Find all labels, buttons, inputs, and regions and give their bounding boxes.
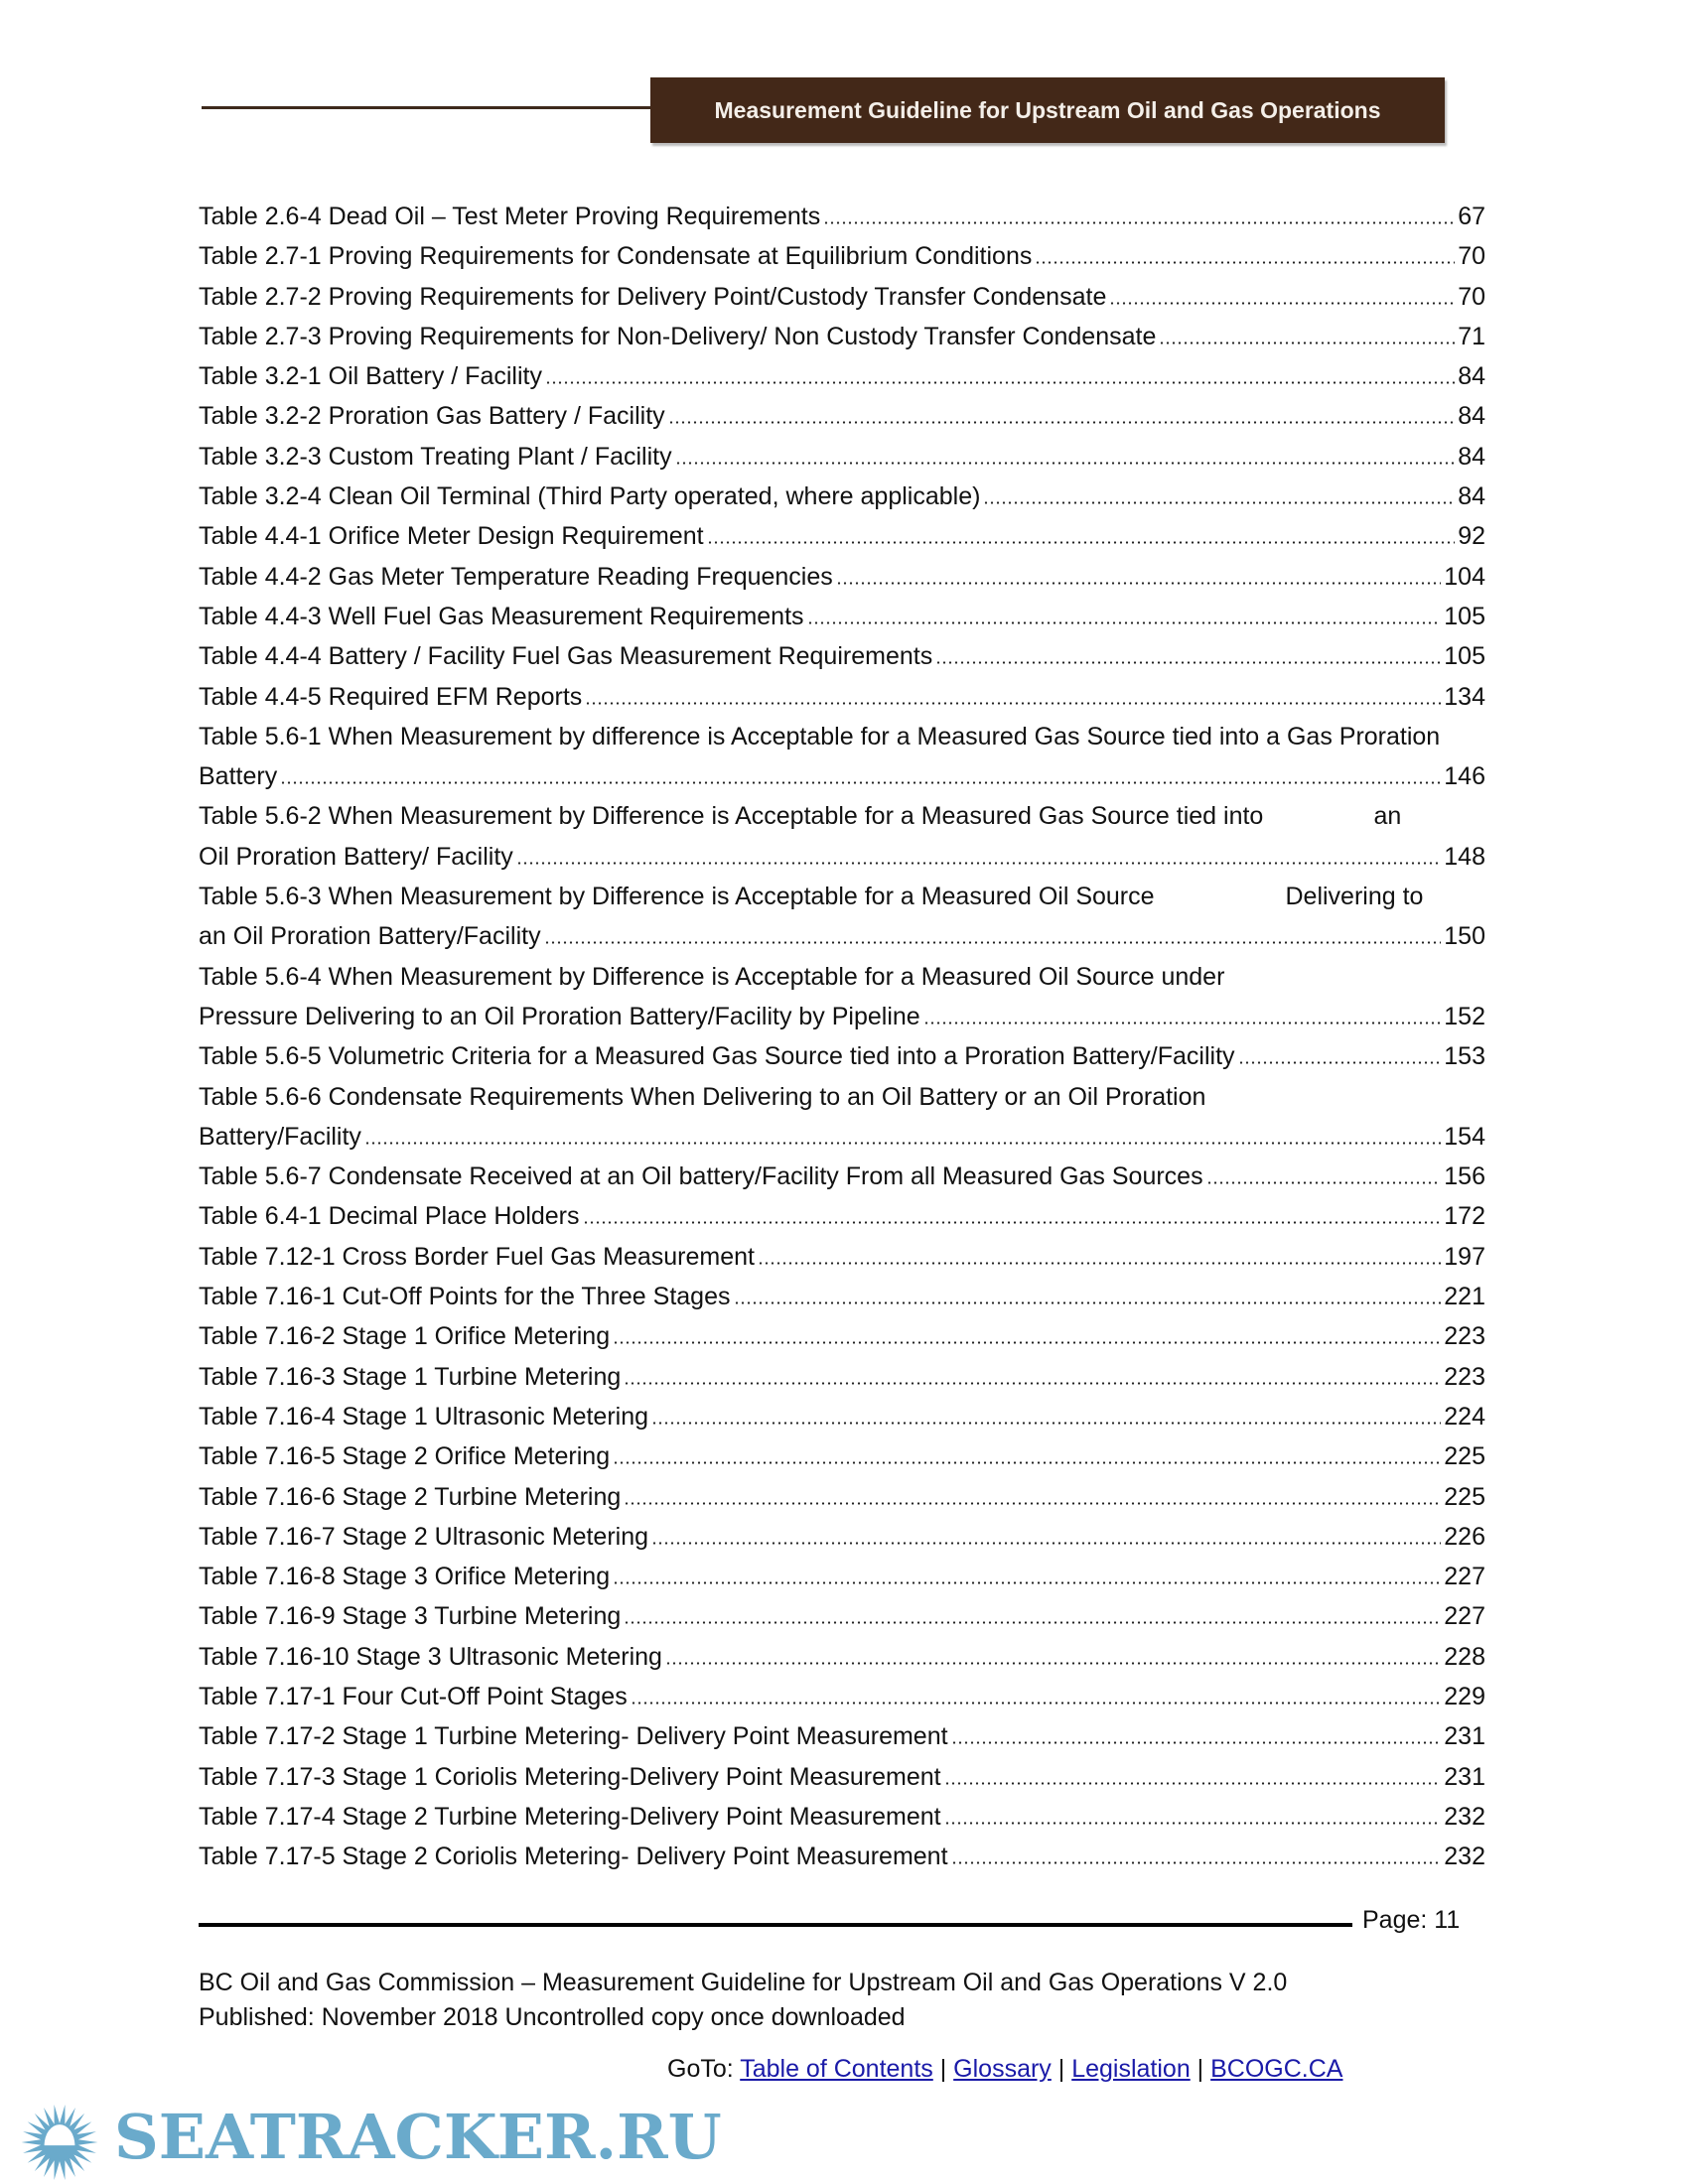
leader-dots [1109,302,1455,305]
toc-entry-title: Table 5.6-7 Condensate Received at an Oil battery/Facility From all Measured Gas Sources [199,1162,1203,1191]
toc-entry[interactable] [199,1277,1485,1316]
toc-entry[interactable] [199,1716,1485,1756]
toc-entry[interactable] [199,1477,1485,1517]
toc-entry-page: 71 [1458,322,1485,350]
watermark-sun-icon [20,2103,99,2182]
toc-entry-page: 154 [1444,1122,1485,1151]
toc-entry-page: 197 [1444,1242,1485,1271]
toc-entry[interactable] [199,1316,1485,1356]
toc-entry-title: Table 7.12-1 Cross Border Fuel Gas Measurement [199,1242,755,1271]
toc-entry-title: Table 2.6-4 Dead Oil – Test Meter Proving Requirements [199,203,821,230]
toc-entry[interactable] [199,1637,1485,1677]
toc-entry-page: 84 [1458,442,1485,471]
toc-entry-title: Table 4.4-3 Well Fuel Gas Measurement Requirements [199,602,804,630]
footer-rule [199,1923,1352,1927]
toc-entry-title: Table 6.4-1 Decimal Place Holders [199,1202,580,1231]
toc-entry[interactable] [199,1557,1485,1596]
leader-dots [613,1341,1441,1344]
toc-entry-title: Table 7.17-4 Stage 2 Turbine Metering-Delivery Point Measurement [199,1802,941,1831]
toc-entry[interactable] [199,677,1485,717]
toc-entry[interactable] [199,957,1485,1037]
leader-dots [364,1142,1441,1145]
toc-entry-title: Table 5.6-5 Volumetric Criteria for a Measured Gas Source tied into a Proration Battery/Facility [199,1042,1235,1071]
toc-entry[interactable] [199,356,1485,396]
toc-entry[interactable] [199,1436,1485,1476]
toc-entry-title: Table 7.16-5 Stage 2 Orifice Metering [199,1442,611,1471]
toc-entry[interactable] [199,197,1485,236]
leader-dots [944,1782,1442,1785]
toc-entry-title: Table 2.7-2 Proving Requirements for Delivery Point/Custody Transfer Condensate [199,282,1107,311]
toc-entry-title-line: Table 5.6-3 When Measurement by Difference is Acceptable for a Measured Oil Source Delivering to [199,883,1424,911]
toc-entry[interactable] [199,1157,1485,1196]
toc-entry-page: 231 [1444,1722,1485,1751]
leader-dots [707,541,1456,544]
toc-entry-title: Table 3.2-2 Proration Gas Battery / Facility [199,402,665,431]
leader-dots [1206,1181,1442,1184]
link-glossary[interactable]: Glossary [953,2055,1052,2083]
toc-entry-title-line: Table 5.6-4 When Measurement by Difference is Acceptable for a Measured Oil Source under [199,962,1225,991]
toc-entry-page: 92 [1458,522,1485,551]
leader-dots [280,781,1441,784]
toc-entry-page: 226 [1444,1522,1485,1551]
toc-entry-page: 134 [1444,682,1485,711]
toc-entry-title: Pressure Delivering to an Oil Proration Battery/Facility by Pipeline [199,1002,920,1030]
header-rule [202,106,650,109]
goto-links [667,2055,1342,2084]
leader-dots [675,462,1456,465]
leader-dots [758,1262,1441,1265]
toc-entry[interactable] [199,1837,1485,1876]
toc-entry-title: Table 7.17-2 Stage 1 Turbine Metering- Delivery Point Measurement [199,1722,948,1751]
leader-dots [613,1461,1441,1464]
leader-dots [651,1422,1441,1425]
link-legislation[interactable]: Legislation [1071,2055,1191,2083]
toc-entry-title: Table 7.16-9 Stage 3 Turbine Metering [199,1602,622,1631]
toc-entry[interactable] [199,516,1485,556]
leader-dots [807,621,1442,624]
leader-dots [624,1382,1441,1385]
leader-dots [613,1581,1441,1584]
toc-entry[interactable] [199,597,1485,636]
list-of-tables [199,197,1485,1876]
toc-entry-title: Table 7.16-3 Stage 1 Turbine Metering [199,1362,622,1391]
toc-entry-title-line: Table 5.6-2 When Measurement by Difference is Acceptable for a Measured Gas Source tied into an [199,802,1402,831]
toc-entry-title: Table 4.4-5 Required EFM Reports [199,682,583,711]
toc-entry-title: Table 3.2-3 Custom Treating Plant / Facility [199,442,672,471]
toc-entry-page: 146 [1444,762,1485,791]
toc-entry-title: Table 3.2-1 Oil Battery / Facility [199,362,542,391]
separator: | [1190,2055,1211,2083]
leader-dots [1159,341,1455,344]
toc-entry-page: 70 [1458,282,1485,311]
toc-entry[interactable] [199,1036,1485,1076]
leader-dots [585,702,1441,705]
toc-entry-title: Oil Proration Battery/ Facility [199,842,513,871]
toc-entry-title-line: Table 5.6-1 When Measurement by difference is Acceptable for a Measured Gas Source tied into a Gas Proration [199,722,1441,751]
toc-entry-page: 172 [1444,1202,1485,1231]
toc-entry-page: 221 [1444,1283,1485,1311]
toc-entry-title: Table 7.17-5 Stage 2 Coriolis Metering- Delivery Point Measurement [199,1843,948,1871]
leader-dots [545,381,1455,384]
toc-entry[interactable] [199,437,1485,477]
toc-entry-title: Battery [199,762,278,791]
toc-entry-page: 229 [1444,1682,1485,1710]
toc-entry[interactable] [199,557,1485,597]
toc-entry[interactable] [199,877,1485,957]
toc-entry[interactable] [199,477,1485,516]
footer-line-1: BC Oil and Gas Commission – Measurement Guideline for Upstream Oil and Gas Operations V 2.0 [199,1969,1288,1996]
toc-entry-title: Table 7.16-10 Stage 3 Ultrasonic Metering [199,1642,662,1671]
toc-entry[interactable] [199,1596,1485,1636]
toc-entry-page: 231 [1444,1762,1485,1791]
toc-entry-page: 104 [1444,562,1485,591]
toc-entry-page: 84 [1458,402,1485,431]
separator: | [1051,2055,1072,2083]
toc-entry-page: 232 [1444,1802,1485,1831]
toc-entry-title: Table 3.2-4 Clean Oil Terminal (Third Party operated, where applicable) [199,482,981,511]
toc-entry-title: Table 2.7-1 Proving Requirements for Condensate at Equilibrium Conditions [199,242,1033,271]
toc-entry-title: Table 7.16-2 Stage 1 Orifice Metering [199,1322,611,1351]
link-table-of-contents[interactable]: Table of Contents [740,2055,933,2083]
leader-dots [1238,1061,1442,1064]
leader-dots [665,1662,1441,1665]
footer-line-2: Published: November 2018 Uncontrolled copy once downloaded [199,2003,906,2031]
toc-entry[interactable] [199,1237,1485,1277]
leader-dots [951,1861,1442,1864]
toc-entry-page: 70 [1458,242,1485,271]
toc-entry[interactable] [199,636,1485,676]
leader-dots [516,862,1442,865]
leader-dots [944,1822,1442,1825]
toc-entry[interactable] [199,1677,1485,1716]
toc-entry-title: Table 4.4-2 Gas Meter Temperature Reading Frequencies [199,562,833,591]
leader-dots [631,1702,1442,1705]
toc-entry-page: 232 [1444,1843,1485,1871]
header-title: Measurement Guideline for Upstream Oil and Gas Operations [714,96,1381,123]
toc-entry-title: Table 7.16-7 Stage 2 Ultrasonic Metering [199,1522,649,1551]
toc-entry[interactable] [199,1757,1485,1797]
toc-entry-title: Table 7.16-8 Stage 3 Orifice Metering [199,1563,611,1591]
leader-dots [651,1542,1441,1545]
separator: | [932,2055,954,2083]
toc-entry-title: Table 7.16-4 Stage 1 Ultrasonic Metering [199,1402,649,1431]
toc-entry-page: 227 [1444,1563,1485,1591]
toc-entry-page: 228 [1444,1642,1485,1671]
toc-entry-page: 225 [1444,1482,1485,1511]
toc-entry-page: 153 [1444,1042,1485,1071]
leader-dots [923,1022,1442,1024]
leader-dots [624,1502,1441,1505]
toc-entry[interactable] [199,1196,1485,1236]
toc-entry[interactable] [199,1517,1485,1557]
watermark-logo: SEATRACKER.RU [114,2101,722,2173]
toc-entry[interactable] [199,1357,1485,1397]
toc-entry[interactable] [199,396,1485,436]
page-number: Page: 11 [1362,1906,1461,1934]
toc-entry-title: Table 7.17-1 Four Cut-Off Point Stages [199,1682,628,1710]
leader-dots [935,661,1441,664]
leader-dots [823,221,1455,224]
leader-dots [583,1221,1442,1224]
leader-dots [544,941,1442,944]
toc-entry-title: Table 7.16-6 Stage 2 Turbine Metering [199,1482,622,1511]
toc-entry-page: 84 [1458,362,1485,391]
toc-entry-page: 227 [1444,1602,1485,1631]
toc-entry-page: 105 [1444,602,1485,630]
toc-entry-page: 84 [1458,482,1485,511]
leader-dots [951,1741,1442,1744]
toc-entry[interactable] [199,277,1485,317]
toc-entry[interactable] [199,317,1485,356]
toc-entry-page: 224 [1444,1402,1485,1431]
toc-entry-page: 156 [1444,1162,1485,1191]
leader-dots [836,582,1442,585]
goto-label: GoTo: [667,2055,741,2083]
toc-entry-title-line: Table 5.6-6 Condensate Requirements When Delivering to an Oil Battery or an Oil Proration [199,1082,1206,1111]
link-bcogc[interactable]: BCOGC.CA [1210,2055,1343,2083]
toc-entry-page: 152 [1444,1002,1485,1030]
leader-dots [983,501,1455,504]
toc-entry-title: an Oil Proration Battery/Facility [199,922,541,951]
toc-entry[interactable] [199,796,1485,877]
header-title-band [650,77,1445,143]
toc-entry-title: Table 7.16-1 Cut-Off Points for the Three Stages [199,1283,731,1311]
toc-entry[interactable] [199,1797,1485,1837]
toc-entry-title: Table 7.17-3 Stage 1 Coriolis Metering-Delivery Point Measurement [199,1762,941,1791]
toc-entry-page: 223 [1444,1322,1485,1351]
toc-entry-title: Table 4.4-1 Orifice Meter Design Requirement [199,522,704,551]
leader-dots [624,1621,1441,1624]
leader-dots [734,1301,1442,1304]
toc-entry-page: 150 [1444,922,1485,951]
toc-entry-page: 105 [1444,642,1485,671]
toc-entry[interactable] [199,717,1485,797]
toc-entry-page: 225 [1444,1442,1485,1471]
toc-entry-title: Table 2.7-3 Proving Requirements for Non-Delivery/ Non Custody Transfer Condensate [199,322,1157,350]
toc-entry-page: 67 [1458,203,1485,230]
toc-entry-page: 223 [1444,1362,1485,1391]
toc-entry[interactable] [199,1397,1485,1436]
toc-entry-title: Battery/Facility [199,1122,361,1151]
toc-entry[interactable] [199,1077,1485,1158]
leader-dots [1035,261,1455,264]
toc-entry-page: 148 [1444,842,1485,871]
toc-entry[interactable] [199,236,1485,276]
leader-dots [668,421,1456,424]
toc-entry-title: Table 4.4-4 Battery / Facility Fuel Gas Measurement Requirements [199,642,933,671]
